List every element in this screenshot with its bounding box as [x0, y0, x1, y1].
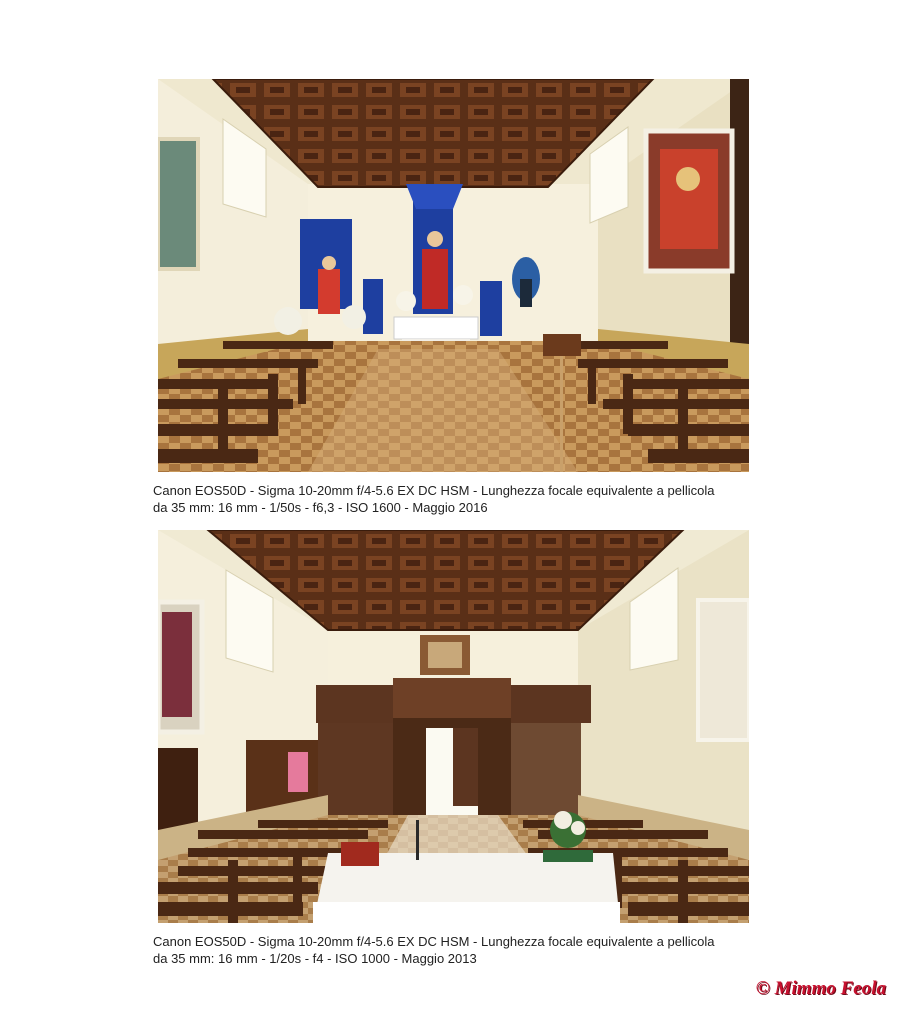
caption-line-1: Canon EOS50D - Sigma 10-20mm f/4-5.6 EX DC HSM - Lunghezza focale equivalente a pellicola: [153, 483, 715, 498]
church-entrance-image: [158, 530, 749, 923]
caption-line-2: da 35 mm: 16 mm - 1/20s - f4 - ISO 1000 - Maggio 2013: [153, 951, 477, 966]
church-entrance-photo: [158, 530, 749, 923]
caption-line-2: da 35 mm: 16 mm - 1/50s - f6,3 - ISO 1600 - Maggio 2016: [153, 500, 488, 515]
caption-line-1: Canon EOS50D - Sigma 10-20mm f/4-5.6 EX DC HSM - Lunghezza focale equivalente a pellicola: [153, 934, 715, 949]
church-altar-image: [158, 79, 749, 472]
photo-caption: [153, 482, 813, 516]
church-altar-photo: [158, 79, 749, 472]
photo-caption: [153, 933, 813, 967]
copyright-watermark: © Mimmo Feola: [755, 978, 886, 999]
